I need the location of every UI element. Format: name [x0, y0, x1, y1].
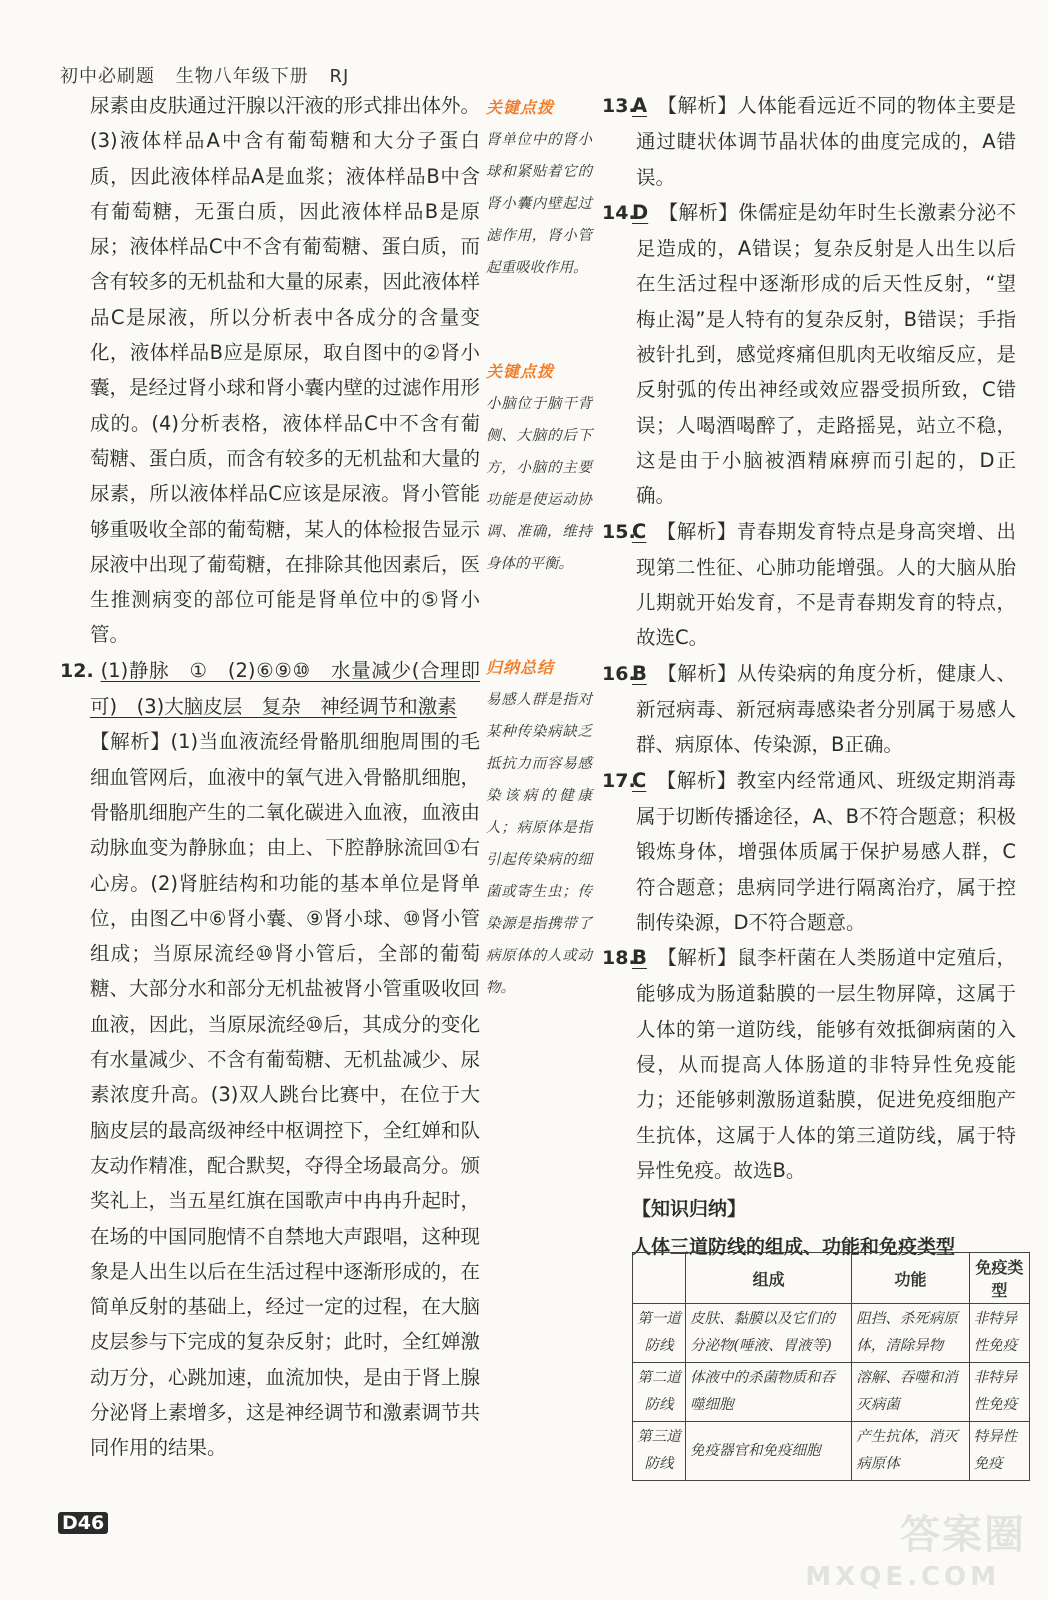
defense-lines-table — [632, 1252, 1030, 1481]
side-note-text: 小脑位于脑干背侧、大脑的后下方，小脑的主要功能是使运动协调、准确，维持身体的平衡。 — [486, 396, 592, 572]
side-note-title: 关键点拨 — [486, 362, 555, 381]
table-header-cell: 组成 — [686, 1253, 852, 1304]
table-cell: 特异性免疫 — [969, 1422, 1029, 1481]
side-note-3 — [486, 652, 592, 1004]
table-cell: 产生抗体，消灭病原体 — [852, 1422, 969, 1481]
q16-number: 16. — [602, 662, 636, 685]
q17-number: 17. — [602, 769, 636, 792]
q16-answer: B — [632, 661, 647, 685]
q17-answer: C — [632, 768, 647, 792]
table-header-row — [633, 1253, 1030, 1304]
side-note-text: 肾单位中的肾小球和紧贴着它的肾小囊内壁起过滤作用，肾小管起重吸收作用。 — [486, 132, 592, 276]
table-row-header: 第一道防线 — [633, 1304, 686, 1363]
left-column — [60, 88, 480, 1466]
q14-answer: D — [632, 200, 649, 224]
table-cell: 阻挡、杀死病原体，清除异物 — [852, 1304, 969, 1363]
q16-analysis: 【解析】从传染病的角度分析，健康人、新冠病毒、新冠病毒感染者分别属于易感人群、病原体、传染源，B正确。 — [636, 661, 1016, 757]
watermark-url: MXQE.COM — [805, 1562, 1000, 1592]
q14-analysis: 【解析】侏儒症是幼年时生长激素分泌不足造成的，A错误；复杂反射是人出生以后在生活过程中逐渐形成的后天性反射，“望梅止渴”是人特有的复杂反射，B错误；手指被针扎到，感觉疼痛但肌肉无收缩反应，是反射弧的传出神经或效应器受损所致，C错误；人喝酒喝醉了，走路摇晃，站立不稳，这是由于小脑被酒精麻痹而引起的，D正确。 — [636, 200, 1016, 508]
q18 — [602, 940, 1016, 1188]
table-header-cell: 免疫类型 — [969, 1253, 1029, 1304]
q18-analysis: 【解析】鼠李杆菌在人类肠道中定殖后，能够成为肠道黏膜的一层生物屏障，这属于人体的第一道防线，能够有效抵御病菌的入侵，从而提高人体肠道的非特异性免疫能力；还能够刺激肠道黏膜，促进免疫细胞产生抗体，这属于人体的第三道防线，属于特异性免疫。故选B。 — [636, 946, 1016, 1182]
table-header-cell: 功能 — [852, 1253, 969, 1304]
table-cell: 非特异性免疫 — [969, 1363, 1029, 1422]
q15-answer: C — [632, 519, 647, 543]
book-series: 初中必刷题 — [60, 66, 155, 87]
q12-answer — [60, 653, 480, 725]
q12-analysis: 【解析】(1)当血液流经骨骼肌细胞周围的毛细血管网后，血液中的氧气进入骨骼肌细胞，骨骼肌细胞产生的二氧化碳进入血液，血液由动脉血变为静脉血；由上、下腔静脉流回①右心房。(2)肾脏结构和功能的基本单位是肾单位，由图乙中⑥肾小囊、⑨肾小球、⑩肾小管组成；当原尿流经⑩肾小管后，全部的葡萄糖、大部分水和部分无机盐被肾小管重吸收回血液，因此，当原尿流经⑩后，其成分的变化有水量减少、不含有葡萄糖、无机盐减少、尿素浓度升高。(3)双人跳台比赛中，在位于大脑皮层的最高级神经中枢调控下，全红婵和队友动作精准，配合默契，夺得全场最高分。颁奖礼上，当五星红旗在国歌声中冉冉升起时，在场的中国同胞情不自禁地大声跟唱，这种现象是人出生以后在生活过程中逐渐形成的，在简单反射的基础上，经过一定的过程，在大脑皮层参与下完成的复杂反射；此时，全红婵激动万分，心跳加速，血流加快，是由于肾上腺分泌肾上素增多，这是神经调节和激素调节共同作用的结果。 — [90, 730, 481, 1460]
q16 — [602, 656, 1016, 763]
side-note-title: 关键点拨 — [486, 98, 555, 117]
q12-answer-text: (1)静脉 ① (2)⑥⑨⑩ 水量减少(合理即可) (3)大脑皮层 复杂 神经调节和激素 — [90, 658, 480, 719]
q18-number: 18. — [602, 947, 636, 970]
q14 — [602, 195, 1016, 514]
table-cell: 体液中的杀菌物质和吞噬细胞 — [686, 1363, 852, 1422]
q11-analysis-continued: 尿素由皮肤通过汗腺以汗液的形式排出体外。(3)液体样品A中含有葡萄糖和大分子蛋白质，因此液体样品A是血浆；液体样品B中含有葡萄糖，无蛋白质，因此液体样品B是原尿；液体样品C中不含有葡萄糖、蛋白质，而含有较多的无机盐和大量的尿素，因此液体样品C是尿液，所以分析表中各成分的含量变化，液体样品B应是原尿，取自图中的②肾小囊，是经过肾小球和肾小囊内壁的过滤作用形成的。(4)分析表格，液体样品C中不含有葡萄糖、蛋白质，而含有较多的无机盐和大量的尿素，所以液体样品C应该是尿液。肾小管能够重吸收全部的葡萄糖，某人的体检报告显示尿液中出现了葡萄糖，在排除其他因素后，医生推测病变的部位可能是肾单位中的⑤肾小管。 — [90, 94, 481, 647]
q15-analysis: 【解析】青春期发育特点是身高突增、出现第二性征、心肺功能增强。人的大脑从胎儿期就开始发育，不是青春期发育的特点，故选C。 — [636, 519, 1016, 650]
q18-answer: B — [632, 946, 647, 970]
q17-analysis: 【解析】教室内经常通风、班级定期消毒属于切断传播途径，A、B不符合题意；积极锻炼身体，增强体质属于保护易感人群，C符合题意；患病同学进行隔离治疗，属于控制传染源，D不符合题意。 — [636, 768, 1016, 934]
q13-analysis: 【解析】人体能看远近不同的物体主要是通过睫状体调节晶状体的曲度完成的，A错误。 — [636, 94, 1016, 189]
q13-number: 13. — [602, 95, 636, 117]
knowledge-summary-title: 【知识归纳】 — [632, 1198, 747, 1221]
table-cell: 溶解、吞噬和消灭病菌 — [852, 1363, 969, 1422]
book-edition: RJ — [329, 66, 350, 87]
table-row-header: 第三道防线 — [633, 1422, 686, 1481]
side-note-1 — [486, 92, 592, 284]
q15 — [602, 514, 1016, 656]
page-header — [60, 62, 363, 88]
watermark-logo: 答案圈 — [900, 1512, 1026, 1558]
table-row — [633, 1304, 1030, 1363]
side-note-text: 易感人群是指对某种传染病缺乏抵抗力而容易感染该病的健康人；病原体是指引起传染病的细菌或寄生虫；传染源是指携带了病原体的人或动物。 — [486, 692, 592, 996]
table-row-header: 第二道防线 — [633, 1363, 686, 1422]
right-column — [602, 88, 1016, 1265]
table-row — [633, 1422, 1030, 1481]
table-header-cell — [633, 1253, 686, 1304]
table-cell: 非特异性免疫 — [969, 1304, 1029, 1363]
q17 — [602, 763, 1016, 940]
side-note-2 — [486, 356, 592, 580]
table-cell: 皮肤、黏膜以及它们的分泌物(唾液、胃液等) — [686, 1304, 852, 1363]
side-note-title: 归纳总结 — [486, 658, 555, 677]
page-number: D46 — [58, 1512, 108, 1534]
table-row — [633, 1363, 1030, 1422]
table-cell: 免疫器官和免疫细胞 — [686, 1422, 852, 1481]
q12-number: 12. — [60, 659, 94, 682]
q14-number: 14. — [602, 201, 636, 224]
q13-answer: A — [632, 94, 648, 117]
book-subject: 生物八年级下册 — [175, 66, 309, 87]
knowledge-summary-subtitle: 人体三道防线的组成、功能和免疫类型 — [632, 1235, 956, 1258]
q15-number: 15. — [602, 520, 636, 543]
q13 — [602, 88, 1016, 195]
